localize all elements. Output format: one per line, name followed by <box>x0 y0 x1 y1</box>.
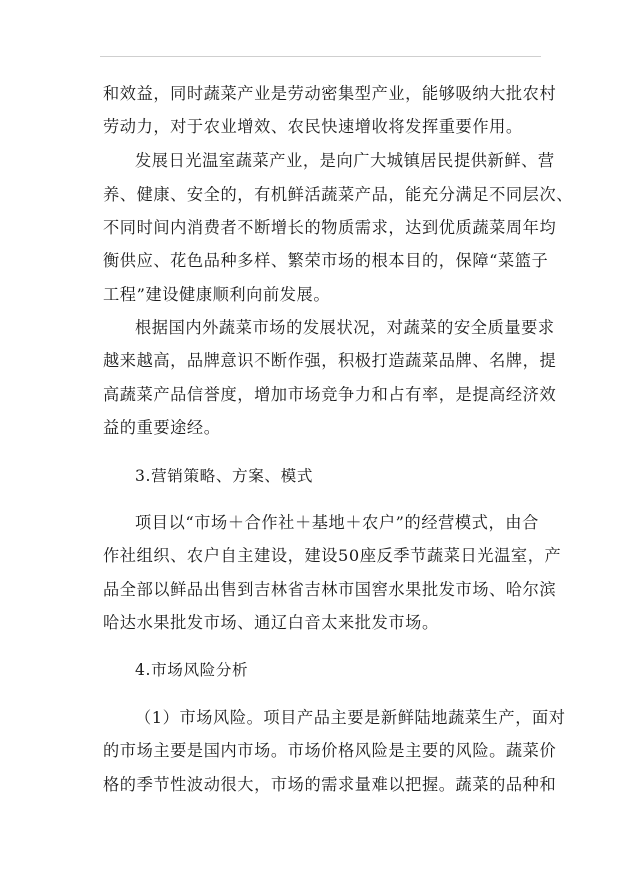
paragraph-line: 和效益，同时蔬菜产业是劳动密集型产业，能够吸纳大批农村 <box>103 84 557 103</box>
paragraph-line: 高蔬菜产品信誉度，增加市场竞争力和占有率，是提高经济效 <box>103 385 557 404</box>
paragraph-line: 格的季节性波动很大，市场的需求量难以把握。蔬菜的品种和 <box>103 775 557 794</box>
paragraph-line: 越来越高，品牌意识不断作强，积极打造蔬菜品牌、名牌，提 <box>103 351 557 370</box>
paragraph-line: 不同时间内消费者不断增长的物质需求，达到优质蔬菜周年均 <box>103 218 557 237</box>
paragraph-line: 项目以“市场＋合作社＋基地＋农户”的经营模式，由合 <box>135 513 539 532</box>
paragraph-line: 根据国内外蔬菜市场的发展状况，对蔬菜的安全质量要求 <box>135 318 555 337</box>
header-rule <box>100 56 541 57</box>
paragraph-line: 劳动力，对于农业增效、农民快速增收将发挥重要作用。 <box>103 117 523 136</box>
paragraph-line: 益的重要途经。 <box>103 418 221 437</box>
paragraph-line: 工程”建设健康顺利向前发展。 <box>103 285 331 304</box>
paragraph-line: 发展日光温室蔬菜产业，是向广大城镇居民提供新鲜、营 <box>135 151 555 170</box>
paragraph-line: 哈达水果批发市场、通辽白音太来批发市场。 <box>103 613 439 632</box>
section-heading-risk: 4.市场风险分析 <box>135 661 249 679</box>
paragraph-line: （1）市场风险。项目产品主要是新鲜陆地蔬菜生产，面对 <box>135 708 566 727</box>
paragraph-line: 的市场主要是国内市场。市场价格风险是主要的风险。蔬菜价 <box>103 741 557 760</box>
section-heading-marketing: 3.营销策略、方案、模式 <box>135 467 314 485</box>
paragraph-line: 品全部以鲜品出售到吉林省吉林市国窖水果批发市场、哈尔滨 <box>103 580 557 599</box>
paragraph-line: 作社组织、农户自主建设，建设50座反季节蔬菜日光温室，产 <box>103 546 562 565</box>
paragraph-line: 衡供应、花色品种多样、繁荣市场的根本目的，保障“菜篮子 <box>103 251 549 270</box>
paragraph-line: 养、健康、安全的，有机鲜活蔬菜产品，能充分满足不同层次、 <box>103 185 574 204</box>
